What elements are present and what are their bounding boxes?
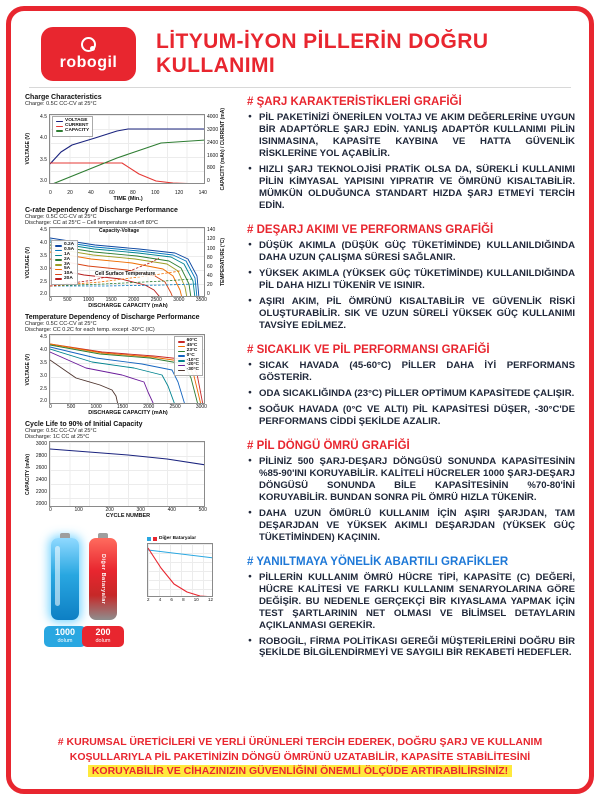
x-tick-label: 80	[130, 190, 136, 197]
y-tick-label: 2200	[35, 489, 47, 496]
capacity-series-line	[50, 140, 205, 184]
y-tick-label: 3.0	[40, 178, 47, 185]
battery-life-mini-chart	[137, 536, 233, 602]
legend-swatch	[55, 245, 62, 247]
y-tick-label: 4.5	[40, 227, 47, 234]
legend-label: 0.5A	[64, 247, 75, 253]
bullet-item: ● YÜKSEK AKIMLA (YÜKSEK GÜÇ TÜKETİMİNDE) KULLANILDIĞINDA PİL DAHA HIZLI TÜKENİR VE ISINIR.	[247, 268, 575, 292]
y-tick-label: 1600	[207, 152, 219, 159]
y-tick-label: 2.5	[40, 278, 47, 285]
y-axis-title: VOLTAGE (V)	[25, 133, 31, 165]
bullet-item: ● ODA SICAKLIĞINDA (23°C) PİLLER OPTİMUM KAPASİTEDE ÇALIŞIR.	[247, 388, 575, 400]
mini-chart-legend	[147, 536, 233, 541]
y-tick-label: 4.0	[40, 135, 47, 142]
x-tick-label: 2500	[169, 404, 181, 411]
x-tick-label: 300	[136, 507, 145, 514]
y-tick-label: 100	[207, 245, 216, 252]
series-line	[50, 352, 154, 404]
plot-wrap	[49, 227, 205, 297]
y-axis-ticks	[34, 334, 49, 404]
x-tick-label: 140	[198, 190, 207, 197]
x-tick-label: 4	[158, 597, 162, 603]
chart-legend	[174, 336, 203, 376]
x-tick-label: 3000	[195, 404, 207, 411]
legend-label: -20°C	[186, 362, 199, 368]
chart-legend	[52, 116, 93, 136]
legend-label: 60°C	[186, 338, 198, 344]
chart-subtitle2: Discharge: CC 0.2C for each temp. except -30°C (IC)	[25, 327, 155, 334]
section-charge-characteristics	[247, 96, 575, 216]
legend-swatch	[55, 264, 62, 266]
y-tick-label: 3.0	[40, 265, 47, 272]
legend-swatch-robogil	[147, 537, 151, 541]
y2-axis-ticks	[205, 227, 220, 297]
bullet-item: ● SICAK HAVADA (45-60°C) PİLLER DAHA İYİ PERFORMANS GÖSTERİR.	[247, 360, 575, 384]
x-tick-label: 3000	[173, 297, 185, 304]
section-heading: # PİL DÖNGÜ ÖMRÜ GRAFİĞİ	[247, 439, 410, 452]
bullet-list	[247, 240, 575, 332]
section-heading: # DEŞARJ AKIMI VE PERFORMANS GRAFİĞİ	[247, 223, 494, 236]
x-tick-label: 1000	[90, 404, 102, 411]
mini-x-axis-ticks	[147, 597, 213, 602]
page-title-line2: KULLANIMI	[156, 54, 276, 77]
legend-label: 45°C	[186, 343, 198, 349]
series-line	[50, 360, 118, 404]
plot-wrap	[49, 441, 205, 507]
y-tick-label: 3.5	[40, 252, 47, 259]
y-axis-title: VOLTAGE (V)	[25, 353, 31, 386]
legend-swatches	[55, 243, 62, 281]
y-tick-label: 3200	[207, 126, 219, 133]
y-tick-label: 800	[207, 165, 216, 172]
bullet-item: ● PİL PAKETİNİZİ ÖNERİLEN VOLTAJ VE AKIM DEĞERLERİNE UYGUN BİR ADAPTÖRLE ŞARJ EDİN. YANLIŞ ADAPTÖR KULLANIMI PİLİN ISINMASINA, KAPASİTE KAYBINA VE HATTA GÜVENLİK RİSKLERİNE YOL AÇABİLİR.	[247, 112, 575, 160]
x-axis-title: DISCHARGE CAPACITY (mAh)	[88, 410, 168, 417]
cycle-life-chart	[25, 421, 237, 519]
legend-label: VOLTAGE	[65, 118, 88, 124]
section-heading: # SICAKLIK VE PİL PERFORMANSI GRAFİĞİ	[247, 343, 490, 356]
legend-swatch	[55, 274, 62, 276]
x-tick-label: 0	[49, 190, 52, 197]
plot-area-row	[25, 227, 237, 297]
legend-label: 0.2A	[64, 242, 75, 248]
chart-subtitle: Charge: 0.5C CC-CV at 25°C	[25, 321, 97, 328]
y-tick-label: 2800	[35, 453, 47, 460]
x-tick-label: 120	[174, 190, 184, 197]
header	[11, 21, 589, 85]
bullet-item: ● PİLİNİZ 500 ŞARJ-DEŞARJ DÖNGÜSÜ SONUNDA KAPASİTESİNİN %85-90'INI KORUYABİLİR. KALİTELİ HÜCRELER 1000 ŞARJ-DEŞARJ DÖNGÜSÜ SONUNDA BİLE KAPASİTESİNİN %70-80'İNİ KORUYABİLİR. BUNDAN SONRA PİL ÖMRÜ HIZLA TÜKENİR.	[247, 456, 575, 504]
capacity-voltage-annotation: Capacity-Voltage	[99, 228, 140, 235]
others-life-line	[148, 548, 213, 597]
page-title-line1: LİTYUM-İYON PİLLERİN DOĞRU	[156, 29, 489, 53]
x-tick-label: 500	[66, 404, 76, 411]
content	[11, 92, 589, 729]
y-tick-label: 80	[207, 254, 213, 261]
legend-swatch	[55, 255, 62, 257]
y-tick-label: 4.0	[40, 347, 47, 354]
temperature-discharge-chart	[25, 314, 237, 416]
x-tick-label: 2	[147, 597, 150, 603]
y-tick-label: 0	[207, 291, 210, 298]
legend-label: 20A	[64, 275, 73, 281]
y2-axis-ticks	[205, 114, 220, 184]
y-tick-label: 2.0	[40, 398, 47, 405]
cycles-unit: dolum	[57, 638, 73, 645]
legend-label: 23°C	[186, 347, 198, 353]
section-temperature-performance	[247, 344, 575, 432]
legend-label: 5A	[64, 266, 71, 272]
plot-area-row	[25, 441, 237, 507]
x-tick-label: 100	[74, 507, 83, 514]
section-misleading-graphs	[247, 556, 575, 664]
robogil-life-line	[148, 550, 213, 558]
y-tick-label: 2000	[35, 501, 47, 508]
x-axis-title: CYCLE NUMBER	[105, 513, 151, 520]
brand-name: robogil	[59, 53, 118, 71]
bullet-list	[247, 572, 575, 660]
legend-swatch	[55, 278, 62, 280]
bullet-item: ● DAHA UZUN ÖMÜRLÜ KULLANIM İÇİN AŞIRI ŞARJDAN, TAM DEŞARJDAN VE YÜKSEK AKIMLI DEŞARJDAN (YÜKSEK GÜÇ TÜKETİMİNDEN) KAÇININ.	[247, 508, 575, 544]
header-divider	[29, 87, 571, 88]
legend-swatch	[55, 259, 62, 261]
y-tick-label: 40	[207, 273, 213, 280]
y-axis-ticks	[34, 114, 49, 184]
bullet-item: ● HIZLI ŞARJ TEKNOLOJİSİ PRATİK OLSA DA, SÜREKLİ KULLANIMI PİLİN KİMYASAL YAPISINI YIPRATIR VE ÖMRÜNÜ KISALTABİLİR. MÜMKÜN OLDUĞUNCA STANDART HIZDA ŞARJ ETMEYİ TERCİH EDİN.	[247, 164, 575, 212]
legend-swatch	[55, 250, 62, 252]
chart-title: Charge Characteristics	[25, 94, 102, 101]
charts-column	[25, 94, 237, 729]
legend-swatch	[178, 360, 185, 362]
robogil-logo	[41, 27, 136, 81]
y-tick-label: 60	[207, 263, 213, 270]
legend-swatches	[178, 339, 185, 373]
y-axis-ticks	[34, 227, 49, 297]
y-tick-label: 0	[207, 178, 210, 185]
battery-cap	[60, 533, 70, 538]
chart-legend	[51, 240, 78, 284]
y2-axis-title: TEMPERATURE (°C)	[220, 238, 226, 287]
current-series-line	[50, 163, 200, 184]
legend-labels	[187, 339, 199, 373]
section-cycle-life	[247, 440, 575, 548]
cycle-life-plot	[49, 441, 205, 507]
robogil-battery-illustration	[51, 538, 79, 620]
legend-label: -30°C	[186, 367, 199, 373]
legend-swatch	[55, 269, 62, 271]
legend-swatch-others	[153, 537, 157, 541]
capacity-fade-line	[50, 449, 205, 465]
x-tick-label: 500	[198, 507, 207, 514]
robogil-logo-icon	[81, 37, 96, 52]
y-tick-label: 3.5	[40, 156, 47, 163]
legend-label: 3A	[64, 261, 71, 267]
legend-swatch	[56, 126, 63, 128]
legend-swatch	[178, 365, 185, 367]
plot-wrap	[49, 114, 205, 184]
legend-swatches	[56, 119, 63, 133]
text-column	[247, 94, 575, 729]
cycles-value: 1000	[54, 627, 76, 638]
x-axis-title: DISCHARGE CAPACITY (mAh)	[88, 303, 168, 310]
other-battery-illustration	[89, 538, 117, 620]
poster-page	[6, 6, 594, 794]
chart-subtitle2: Discharge: 1C CC at 25°C	[25, 434, 90, 441]
legend-label: 1A	[64, 251, 71, 257]
legend-labels	[64, 243, 74, 281]
legend-label: CURRENT	[65, 122, 89, 128]
mini-plot	[147, 543, 213, 597]
x-tick-label: 8	[182, 597, 185, 603]
x-tick-label: 10	[193, 597, 199, 603]
x-tick-label: 100	[151, 190, 160, 197]
footer-note	[11, 729, 589, 781]
x-tick-label: 200	[105, 507, 114, 514]
x-tick-label: 2000	[128, 297, 140, 304]
y2-axis-title: CAPACITY (mAh) / CURRENT (mA)	[220, 108, 226, 191]
section-heading: # YANILTMAYA YÖNELİK ABARTILI GRAFİKLER	[247, 555, 509, 568]
legend-label: 10A	[64, 271, 73, 277]
legend-label: -10°C	[186, 357, 199, 363]
legend-labels	[65, 119, 89, 133]
y-tick-label: 140	[207, 227, 216, 234]
charge-characteristics-chart	[25, 94, 237, 202]
bullet-item: ● ROBOGİL, FİRMA POLİTİKASI GEREĞİ MÜŞTERİLERİNİ DOĞRU BİR ŞEKİLDE BİLGİLENDİRMEYİ VE SAYGILI BİR REKABETİ HEDEFLER.	[247, 636, 575, 660]
legend-swatch	[178, 351, 185, 353]
x-tick-label: 0	[49, 507, 52, 514]
footer-line3: KORUYABİLİR VE CİHAZINIZIN GÜVENLİĞİNİ ÖNEMLİ ÖLÇÜDE ARTIRABİLİRSİNİZ!	[88, 765, 512, 777]
bullet-list	[247, 456, 575, 544]
x-tick-label: 12	[207, 597, 213, 603]
footer-line1: # KURUMSAL ÜRETİCİLERİ VE YERLİ ÜRÜNLERİ TERCİH EDEREK, DOĞRU ŞARJ VE KULLANIM	[57, 735, 543, 748]
y-axis-title: VOLTAGE (V)	[25, 246, 31, 279]
x-tick-label: 60	[109, 190, 115, 197]
plot-area-row	[25, 334, 237, 404]
battery-comparison-graphic	[25, 530, 237, 652]
legend-swatch	[56, 121, 63, 123]
cycles-value: 200	[95, 627, 111, 638]
y-tick-label: 4.5	[40, 334, 47, 341]
legend-label: 2A	[64, 256, 71, 262]
y-tick-label: 3000	[35, 441, 47, 448]
robogil-cycles-badge	[44, 626, 86, 647]
y-tick-label: 20	[207, 282, 213, 289]
legend-label: 0°C	[186, 352, 195, 358]
legend-label: CAPACITY	[65, 127, 90, 133]
chart-subtitle: Charge: 0.5C CC-CV at 25°C	[25, 101, 97, 107]
x-axis-title: TIME (Min.)	[113, 196, 143, 203]
legend-swatch	[178, 370, 185, 372]
bullet-item: ● PİLLERİN KULLANIM ÖMRÜ HÜCRE TİPİ, KAPASİTE (C) DEĞERİ, HÜCRE KALİTESİ VE FARKLI KULLANIM SENARYOLARINA GÖRE DEĞİŞİR. BU NEDENLE GERÇEKÇİ BİR KIYASLAMA YAPMAK İÇİN TEST ŞARTLARININ NET OLMASI VE BİLİMSEL DETAYLARIN AÇIKLANMASI GEREKİR.	[247, 572, 575, 632]
plot-area-row	[25, 108, 237, 190]
legend-swatch	[178, 341, 185, 343]
y-axis-title: CAPACITY (mAh)	[25, 453, 31, 495]
y-tick-label: 2600	[35, 465, 47, 472]
x-tick-label: 3500	[195, 297, 207, 304]
x-tick-label: 0	[49, 404, 52, 411]
x-tick-label: 1500	[105, 297, 117, 304]
bullet-item: ● SOĞUK HAVADA (0°C VE ALTI) PİL KAPASİTESİ DÜŞER, -30°C'DE PERFORMANS CİDDİ ŞEKİLDE AZALIR.	[247, 404, 575, 428]
section-discharge-current	[247, 224, 575, 336]
chart-title: Cycle Life to 90% of Initial Capacity	[25, 421, 143, 429]
y-tick-label: 4.0	[40, 240, 47, 247]
section-heading: # ŞARJ KARAKTERİSTİKLERİ GRAFİĞİ	[247, 96, 462, 108]
other-battery-label: Diğer Bataryalar	[100, 554, 106, 605]
x-tick-label: 0	[49, 297, 52, 304]
chart-subtitle: Charge: 0.5C CC-CV at 25°C	[25, 214, 97, 221]
mini-legend-label: Diğer Bataryalar	[159, 536, 197, 542]
y-tick-label: 2.5	[40, 385, 47, 392]
bullet-item: ● AŞIRI AKIM, PİL ÖMRÜNÜ KISALTABİLİR VE GÜVENLİK RİSKİ OLUŞTURABİLİR. SIK VE UZUN SÜRELİ YÜKSEK GÜÇ KULLANIMI TAVSİYE EDİLMEZ.	[247, 296, 575, 332]
chart-subtitle: Charge: 0.5C CC-CV at 25°C	[25, 428, 97, 435]
y-tick-label: 2400	[207, 139, 219, 146]
chart-title: C-rate Dependency of Discharge Performance	[25, 207, 178, 215]
other-cycles-badge	[82, 626, 124, 647]
x-tick-label: 500	[63, 297, 72, 304]
plot-wrap	[49, 334, 205, 404]
cycles-unit: dolum	[95, 638, 111, 645]
y-tick-label: 4000	[207, 114, 219, 121]
x-tick-label: 20	[67, 190, 73, 197]
legend-swatch	[178, 355, 185, 357]
bullet-list	[247, 360, 575, 428]
y-tick-label: 120	[207, 236, 216, 243]
page-title	[156, 30, 488, 78]
x-tick-label: 2000	[143, 404, 155, 411]
bullet-list	[247, 112, 575, 212]
footer-line2: KOŞULLARIYLA PİL PAKETİNİZİN DÖNGÜ ÖMRÜNÜ UZATABİLİR, KAPASİTE STABİLİTESİNİ	[69, 750, 531, 763]
y-axis-ticks	[34, 441, 49, 507]
x-tick-label: 1000	[83, 297, 95, 304]
y-tick-label: 3.5	[40, 359, 47, 366]
y-tick-label: 2.0	[40, 291, 47, 298]
legend-swatch	[56, 130, 63, 132]
x-tick-label: 2500	[150, 297, 162, 304]
y-tick-label: 3.0	[40, 372, 47, 379]
cell-surface-temperature-annotation: Cell Surface Temperature	[95, 271, 156, 278]
legend-swatch	[178, 346, 185, 348]
chart-subtitle2: Discharge: CC at 25°C – Cell temperature cut-off 80°C	[25, 220, 158, 227]
chart-title: Temperature Dependency of Discharge Performance	[25, 314, 200, 322]
c-rate-discharge-chart	[25, 207, 237, 309]
x-tick-label: 40	[88, 190, 94, 197]
x-tick-label: 400	[167, 507, 176, 514]
x-tick-label: 1500	[116, 404, 128, 411]
bullet-item: ● DÜŞÜK AKIMLA (DÜŞÜK GÜÇ TÜKETİMİNDE) KULLANILDIĞINDA DAHA UZUN ÇALIŞMA SÜRESİ SAĞLANIR.	[247, 240, 575, 264]
footer-line3-wrap	[27, 764, 573, 779]
y-tick-label: 4.5	[40, 114, 47, 121]
x-tick-label: 6	[170, 597, 173, 603]
y-tick-label: 2400	[35, 477, 47, 484]
